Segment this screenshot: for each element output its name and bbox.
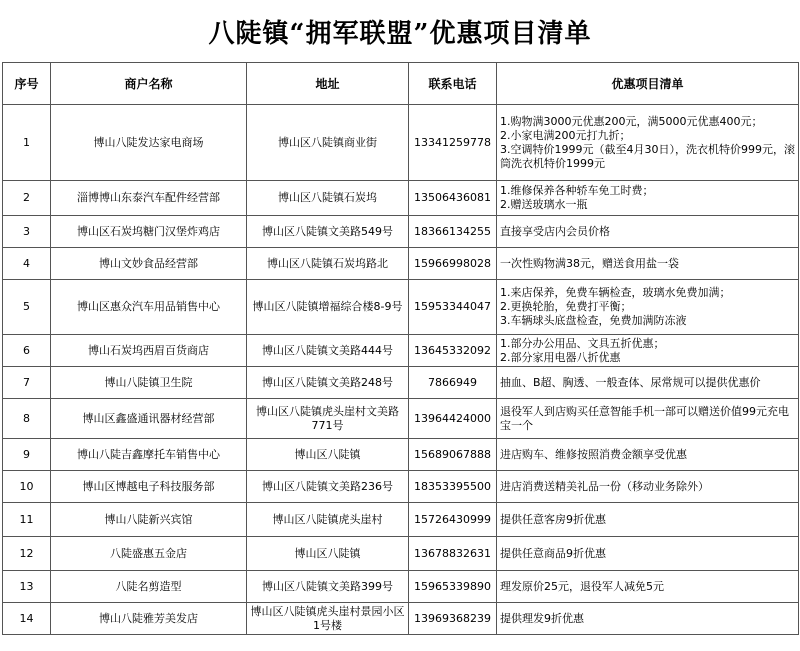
cell-offer: 提供任意商品9折优惠 xyxy=(497,537,799,571)
header-phone: 联系电话 xyxy=(409,63,497,105)
cell-address: 博山区八陡镇虎头崖村文美路771号 xyxy=(247,399,409,439)
cell-phone: 15689067888 xyxy=(409,439,497,471)
cell-merchant-name: 博山八陡新兴宾馆 xyxy=(51,503,247,537)
cell-seq: 5 xyxy=(3,280,51,335)
table-row xyxy=(3,248,799,280)
table-row xyxy=(3,367,799,399)
table-row xyxy=(3,571,799,603)
table-row xyxy=(3,399,799,439)
cell-phone: 13969368239 xyxy=(409,603,497,635)
table-row xyxy=(3,105,799,181)
cell-address: 博山区八陡镇文美路399号 xyxy=(247,571,409,603)
cell-offer: 直接享受店内会员价格 xyxy=(497,216,799,248)
cell-address: 博山区八陡镇文美路444号 xyxy=(247,335,409,367)
cell-merchant-name: 博山石炭坞西眉百货商店 xyxy=(51,335,247,367)
cell-offer: 理发原价25元，退役军人减免5元 xyxy=(497,571,799,603)
cell-offer: 退役军人到店购买任意智能手机一部可以赠送价值99元充电宝一个 xyxy=(497,399,799,439)
cell-offer: 进店购车、维修按照消费金额享受优惠 xyxy=(497,439,799,471)
cell-merchant-name: 博山八陡雅芳美发店 xyxy=(51,603,247,635)
cell-seq: 6 xyxy=(3,335,51,367)
cell-phone: 18366134255 xyxy=(409,216,497,248)
cell-seq: 8 xyxy=(3,399,51,439)
table-row xyxy=(3,503,799,537)
cell-address: 博山区八陡镇文美路236号 xyxy=(247,471,409,503)
cell-phone: 13341259778 xyxy=(409,105,497,181)
cell-merchant-name: 博山八陡镇卫生院 xyxy=(51,367,247,399)
cell-merchant-name: 淄博博山东泰汽车配件经营部 xyxy=(51,181,247,216)
cell-address: 博山区八陡镇虎头崖村景园小区1号楼 xyxy=(247,603,409,635)
cell-seq: 2 xyxy=(3,181,51,216)
cell-offer: 1.部分办公用品、文具五折优惠； 2.部分家用电器八折优惠 xyxy=(497,335,799,367)
cell-address: 博山区八陡镇虎头崖村 xyxy=(247,503,409,537)
table-row xyxy=(3,603,799,635)
cell-seq: 10 xyxy=(3,471,51,503)
cell-address: 博山区八陡镇商业街 xyxy=(247,105,409,181)
cell-seq: 13 xyxy=(3,571,51,603)
table-header-row xyxy=(3,63,799,105)
cell-merchant-name: 博山区鑫盛通讯器材经营部 xyxy=(51,399,247,439)
cell-address: 博山区八陡镇 xyxy=(247,439,409,471)
cell-offer: 一次性购物满38元，赠送食用盐一袋 xyxy=(497,248,799,280)
table-row xyxy=(3,181,799,216)
header-offer: 优惠项目清单 xyxy=(497,63,799,105)
cell-offer: 提供理发9折优惠 xyxy=(497,603,799,635)
cell-phone: 15965339890 xyxy=(409,571,497,603)
cell-phone: 15966998028 xyxy=(409,248,497,280)
cell-seq: 14 xyxy=(3,603,51,635)
cell-seq: 12 xyxy=(3,537,51,571)
cell-offer: 1.来店保养，免费车辆检查，玻璃水免费加满； 2.更换轮胎，免费打平衡； 3.车辆球头底盘检查，免费加满防冻液 xyxy=(497,280,799,335)
table-row xyxy=(3,439,799,471)
cell-merchant-name: 博山八陡吉鑫摩托车销售中心 xyxy=(51,439,247,471)
cell-address: 博山区八陡镇增福综合楼8-9号 xyxy=(247,280,409,335)
table-row xyxy=(3,216,799,248)
cell-phone: 13506436081 xyxy=(409,181,497,216)
cell-phone: 13678832631 xyxy=(409,537,497,571)
cell-offer: 1.维修保养各种轿车免工时费； 2.赠送玻璃水一瓶 xyxy=(497,181,799,216)
cell-address: 博山区八陡镇 xyxy=(247,537,409,571)
table-row xyxy=(3,537,799,571)
cell-merchant-name: 博山区石炭坞糖门汉堡炸鸡店 xyxy=(51,216,247,248)
cell-offer: 抽血、B超、胸透、一般查体、尿常规可以提供优惠价 xyxy=(497,367,799,399)
cell-seq: 4 xyxy=(3,248,51,280)
cell-phone: 15953344047 xyxy=(409,280,497,335)
table-row xyxy=(3,471,799,503)
cell-merchant-name: 八陡名剪造型 xyxy=(51,571,247,603)
cell-merchant-name: 博山八陡发达家电商场 xyxy=(51,105,247,181)
cell-address: 博山区八陡镇文美路549号 xyxy=(247,216,409,248)
cell-phone: 7866949 xyxy=(409,367,497,399)
cell-seq: 11 xyxy=(3,503,51,537)
page-title: 八陡镇“拥军联盟”优惠项目清单 xyxy=(208,18,592,49)
cell-address: 博山区八陡镇石炭坞 xyxy=(247,181,409,216)
header-address: 地址 xyxy=(247,63,409,105)
cell-phone: 13645332092 xyxy=(409,335,497,367)
cell-address: 博山区八陡镇文美路248号 xyxy=(247,367,409,399)
cell-merchant-name: 八陡盛惠五金店 xyxy=(51,537,247,571)
cell-seq: 9 xyxy=(3,439,51,471)
table-row xyxy=(3,335,799,367)
cell-address: 博山区八陡镇石炭坞路北 xyxy=(247,248,409,280)
table-row xyxy=(3,280,799,335)
offer-table xyxy=(2,62,799,635)
cell-merchant-name: 博山文妙食品经营部 xyxy=(51,248,247,280)
cell-offer: 提供任意客房9折优惠 xyxy=(497,503,799,537)
cell-phone: 15726430999 xyxy=(409,503,497,537)
cell-seq: 1 xyxy=(3,105,51,181)
cell-seq: 7 xyxy=(3,367,51,399)
header-name: 商户名称 xyxy=(51,63,247,105)
cell-merchant-name: 博山区惠众汽车用品销售中心 xyxy=(51,280,247,335)
cell-offer: 进店消费送精美礼品一份（移动业务除外） xyxy=(497,471,799,503)
cell-phone: 18353395500 xyxy=(409,471,497,503)
cell-offer: 1.购物满3000元优惠200元，满5000元优惠400元； 2.小家电满200元打九折； 3.空调特价1999元（截至4月30日），洗衣机特价999元，滚筒洗衣机特价1999元 xyxy=(497,105,799,181)
cell-seq: 3 xyxy=(3,216,51,248)
cell-phone: 13964424000 xyxy=(409,399,497,439)
cell-merchant-name: 博山区博越电子科技服务部 xyxy=(51,471,247,503)
header-seq: 序号 xyxy=(3,63,51,105)
